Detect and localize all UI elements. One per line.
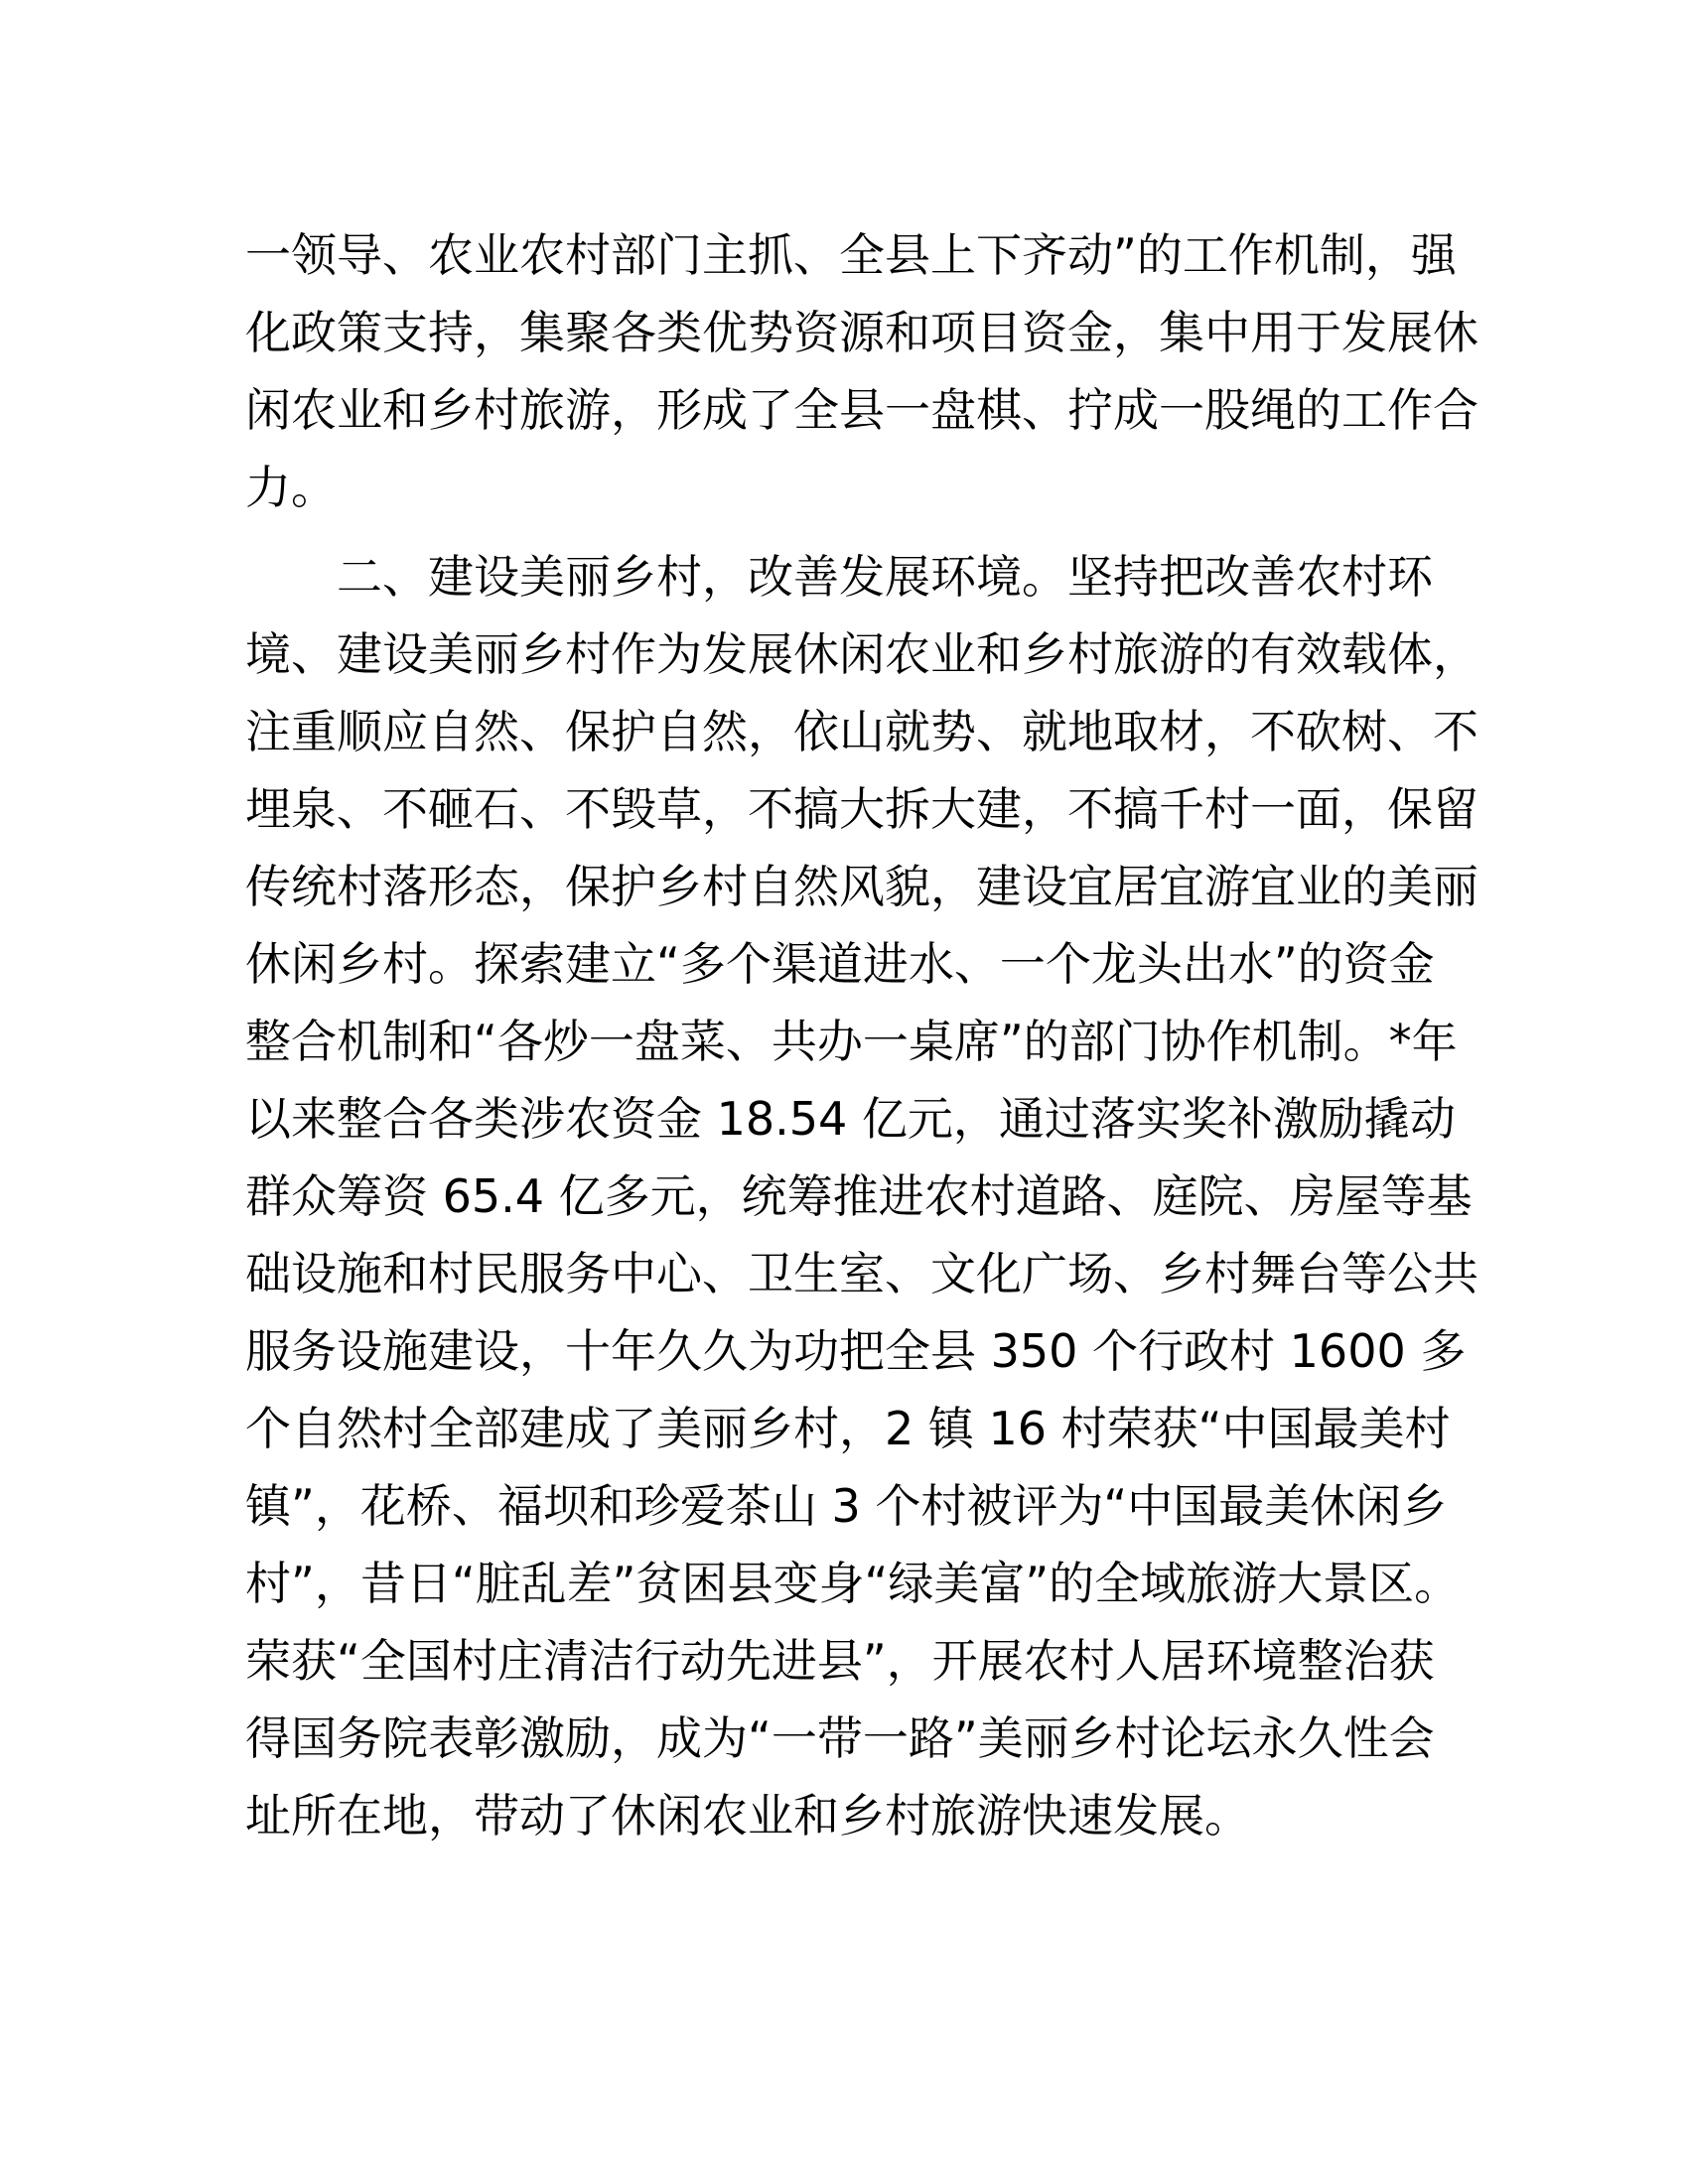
text-line: 础设施和村民服务中心、卫生室、文化广场、乡村舞台等公共 <box>245 1247 1478 1300</box>
text-line: 一领导、农业农村部门主抓、全县上下齐动”的工作机制，强 <box>245 228 1457 282</box>
text-line: 整合机制和“各炒一盘菜、共办一桌席”的部门协作机制。*年 <box>245 1015 1458 1068</box>
text-line: 闲农业和乡村旅游，形成了全县一盘棋、拧成一股绳的工作合 <box>245 383 1478 437</box>
paragraph-2 <box>245 538 1478 1854</box>
text-line: 址所在地，带动了休闲农业和乡村旅游快速发展。 <box>245 1789 1250 1843</box>
text-line: 休闲乡村。探索建立“多个渠道进水、一个龙头出水”的资金 <box>245 937 1435 991</box>
text-line: 传统村落形态，保护乡村自然风貌，建设宜居宜游宜业的美丽 <box>245 860 1478 913</box>
text-line: 埋泉、不砸石、不毁草，不搞大拆大建，不搞千村一面，保留 <box>245 782 1478 836</box>
text-line: 以来整合各类涉农资金 18.54 亿元，通过落实奖补激励撬动 <box>245 1092 1456 1146</box>
paragraph-1 <box>245 216 1478 526</box>
text-line: 镇”，花桥、福坝和珍爱茶山 3 个村被评为“中国最美休闲乡 <box>245 1479 1448 1533</box>
text-line: 得国务院表彰激励，成为“一带一路”美丽乡村论坛永久性会 <box>245 1711 1435 1765</box>
text-line: 群众筹资 65.4 亿多元，统筹推进农村道路、庭院、房屋等基 <box>245 1169 1473 1223</box>
text-line: 村”，昔日“脏乱差”贫困县变身“绿美富”的全域旅游大景区。 <box>245 1557 1461 1610</box>
text-line: 服务设施建设，十年久久为功把全县 350 个行政村 1600 多 <box>245 1324 1467 1378</box>
text-line: 个自然村全部建成了美丽乡村，2 镇 16 村荣获“中国最美村 <box>245 1402 1451 1455</box>
text-line: 化政策支持，集聚各类优势资源和项目资金，集中用于发展休 <box>245 306 1478 359</box>
text-line-indented: 二、建设美丽乡村，改善发展环境。坚持把改善农村环 <box>337 550 1433 604</box>
text-line: 荣获“全国村庄清洁行动先进县”，开展农村人居环境整治获 <box>245 1634 1435 1688</box>
text-line: 注重顺应自然、保护自然，依山就势、就地取材，不砍树、不 <box>245 705 1478 758</box>
text-line: 境、建设美丽乡村作为发展休闲农业和乡村旅游的有效载体， <box>245 627 1478 681</box>
text-line: 力。 <box>245 461 337 514</box>
document-page <box>245 216 1478 1854</box>
